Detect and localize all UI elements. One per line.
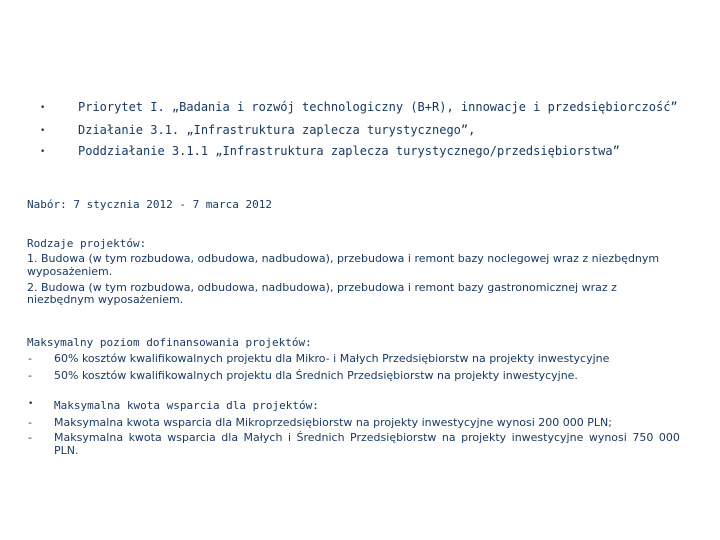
priority-item: Priorytet I. „Badania i rozwój technologiczny (B+R), innowacje i przedsiębiorczość” — [78, 100, 678, 114]
priority-item: Poddziałanie 3.1.1 „Infrastruktura zaplecza turystycznego/przedsiębiorstwa” — [78, 144, 620, 158]
dash-marker: - — [28, 352, 32, 365]
cofinancing-item: 60% kosztów kwalifikowalnych projektu dla Mikro- i Małych Przedsiębiorstw na projekty inwestycyjne — [54, 352, 610, 365]
support-item: Maksymalna kwota wsparcia dla Małych i Średnich Przedsiębiorstw na projekty inwestycyjne wynosi 750 000 — [54, 431, 680, 444]
recruitment-period: Nabór: 7 stycznia 2012 - 7 marca 2012 — [27, 198, 273, 211]
project-types-title: Rodzaje projektów: — [27, 237, 147, 250]
project-type-item: 1. Budowa (w tym rozbudowa, odbudowa, nadbudowa), przebudowa i remont bazy noclegowej wraz z niezbędnym — [27, 252, 660, 265]
bullet-icon: • — [28, 399, 34, 409]
dash-marker: - — [28, 416, 32, 429]
dash-marker: - — [28, 369, 32, 382]
priority-item: Działanie 3.1. „Infrastruktura zaplecza turystycznego”, — [78, 123, 476, 137]
project-type-item: 2. Budowa (w tym rozbudowa, odbudowa, nadbudowa), przebudowa i remont bazy gastronomicznej wraz z — [27, 281, 617, 294]
bullet-icon: • — [40, 126, 46, 136]
max-cofinancing-title: Maksymalny poziom dofinansowania projektów: — [27, 336, 312, 349]
max-support-title: Maksymalna kwota wsparcia dla projektów: — [54, 399, 319, 412]
support-item: Maksymalna kwota wsparcia dla Mikroprzedsiębiorstw na projekty inwestycyjne wynosi 200 000 PLN; — [54, 416, 612, 429]
project-type-item-cont: wyposażeniem. — [27, 265, 113, 278]
bullet-icon: • — [40, 103, 46, 113]
bullet-icon: • — [40, 147, 46, 157]
cofinancing-item: 50% kosztów kwalifikowalnych projektu dla Średnich Przedsiębiorstw na projekty inwestycyjne. — [54, 369, 578, 382]
project-type-item-cont: niezbędnym wyposażeniem. — [27, 293, 184, 306]
dash-marker: - — [28, 431, 32, 444]
support-item-cont: PLN. — [54, 444, 79, 457]
